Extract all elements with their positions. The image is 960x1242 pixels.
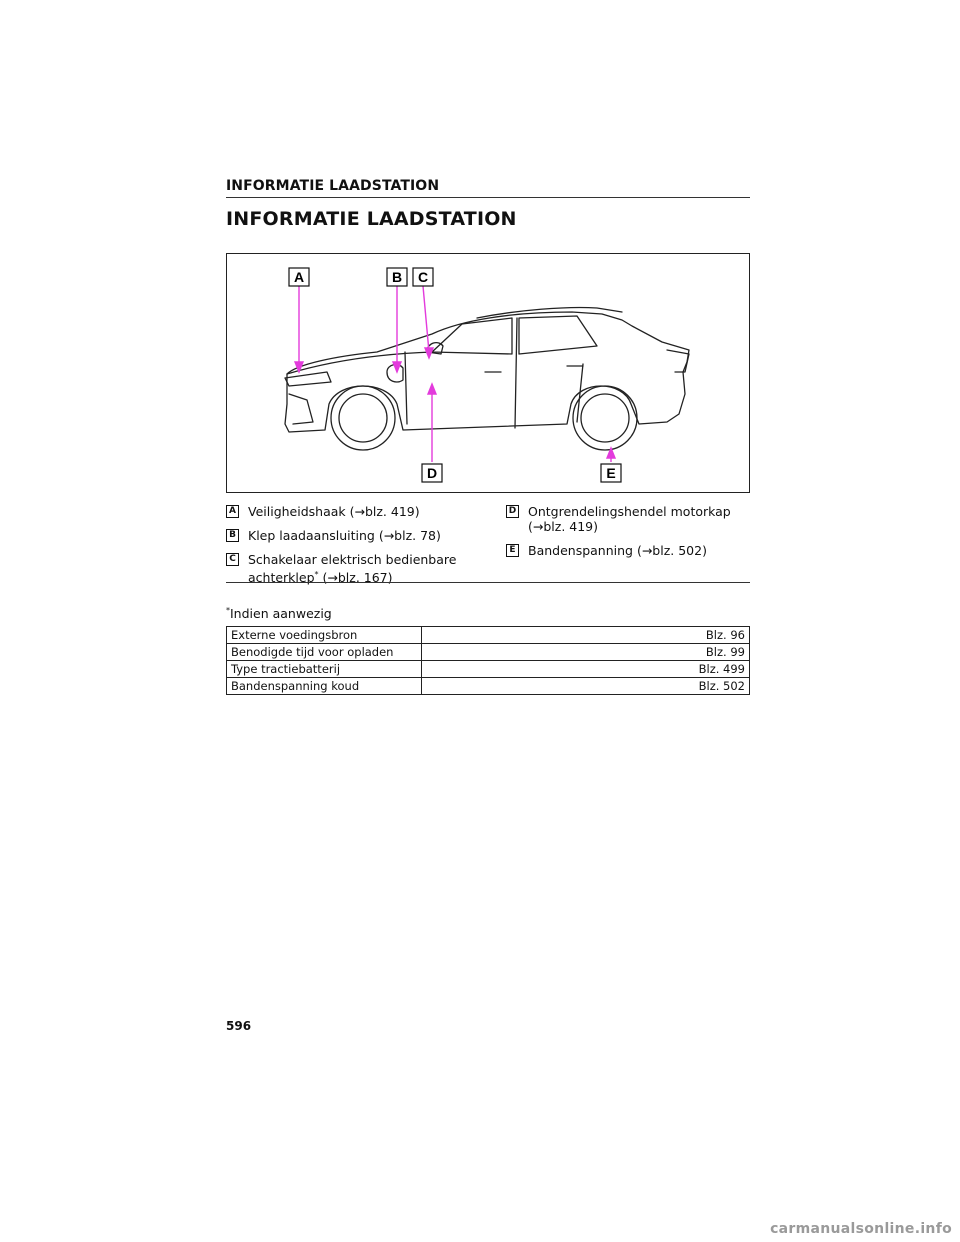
legend-text-line1: Schakelaar elektrisch bedienbare <box>248 552 457 567</box>
legend-text: Bandenspanning (→blz. 502) <box>528 543 707 558</box>
callout-c: C <box>417 269 429 285</box>
hood-line <box>287 352 432 374</box>
page-number: 596 <box>226 1019 252 1033</box>
footnote-mark: * <box>314 570 319 579</box>
callout-a: A <box>293 269 305 285</box>
legend-text-line1: Ontgrendelingshendel motorkap <box>528 504 731 519</box>
callout-d: D <box>426 465 438 481</box>
footnote-text: Indien aanwezig <box>230 606 332 622</box>
vehicle-diagram <box>226 253 750 493</box>
table-row <box>227 661 750 678</box>
legend-text-line2: (→blz. 419) <box>528 519 599 534</box>
figure-legend <box>226 504 750 586</box>
legend-badge: B <box>226 529 239 542</box>
legend-text: Veiligheidshaak (→blz. 419) <box>248 504 420 519</box>
front-wheel <box>331 386 395 450</box>
page-title: INFORMATIE LAADSTATION <box>226 208 517 230</box>
legend-divider <box>226 582 750 583</box>
legend-item-d <box>506 504 750 534</box>
rear-wheel <box>573 386 637 450</box>
table-page-ref: Blz. 96 <box>422 627 750 644</box>
legend-item-a <box>226 504 486 519</box>
table-row <box>227 644 750 661</box>
table-row <box>227 627 750 644</box>
legend-item-c <box>226 552 486 585</box>
legend-text-line2-ref: (→blz. 167) <box>318 570 393 586</box>
door-handles <box>485 366 583 372</box>
side-windows <box>432 316 597 354</box>
legend-badge: C <box>226 553 239 566</box>
legend-badge: D <box>506 505 519 518</box>
callout-b: B <box>391 269 403 285</box>
table-label: Benodigde tijd voor opladen <box>227 644 422 661</box>
callout-labels <box>289 268 621 482</box>
front-bumper <box>289 394 313 424</box>
headlamp <box>285 372 331 386</box>
table-label: Externe voedingsbron <box>227 627 422 644</box>
legend-item-b <box>226 528 486 543</box>
vehicle-illustration <box>227 254 749 492</box>
table-page-ref: Blz. 502 <box>422 678 750 695</box>
running-header: INFORMATIE LAADSTATION <box>226 178 750 198</box>
callout-e: E <box>606 465 616 481</box>
table-label: Bandenspanning koud <box>227 678 422 695</box>
footnote-mark: * <box>226 606 230 615</box>
footnote <box>226 606 332 621</box>
reference-table <box>226 626 750 695</box>
legend-badge: A <box>226 505 239 518</box>
table-page-ref: Blz. 99 <box>422 644 750 661</box>
table-label: Type tractiebatterij <box>227 661 422 678</box>
rear-wheel-rim <box>581 394 629 442</box>
table-page-ref: Blz. 499 <box>422 661 750 678</box>
front-wheel-rim <box>339 394 387 442</box>
watermark: carmanualsonline.info <box>770 1221 952 1237</box>
rear-lamp <box>667 350 689 372</box>
legend-text-line2: achterklep <box>248 570 315 586</box>
legend-text: Klep laadaansluiting (→blz. 78) <box>248 528 441 543</box>
legend-item-e <box>506 543 750 558</box>
table-row <box>227 678 750 695</box>
legend-badge: E <box>506 544 519 557</box>
